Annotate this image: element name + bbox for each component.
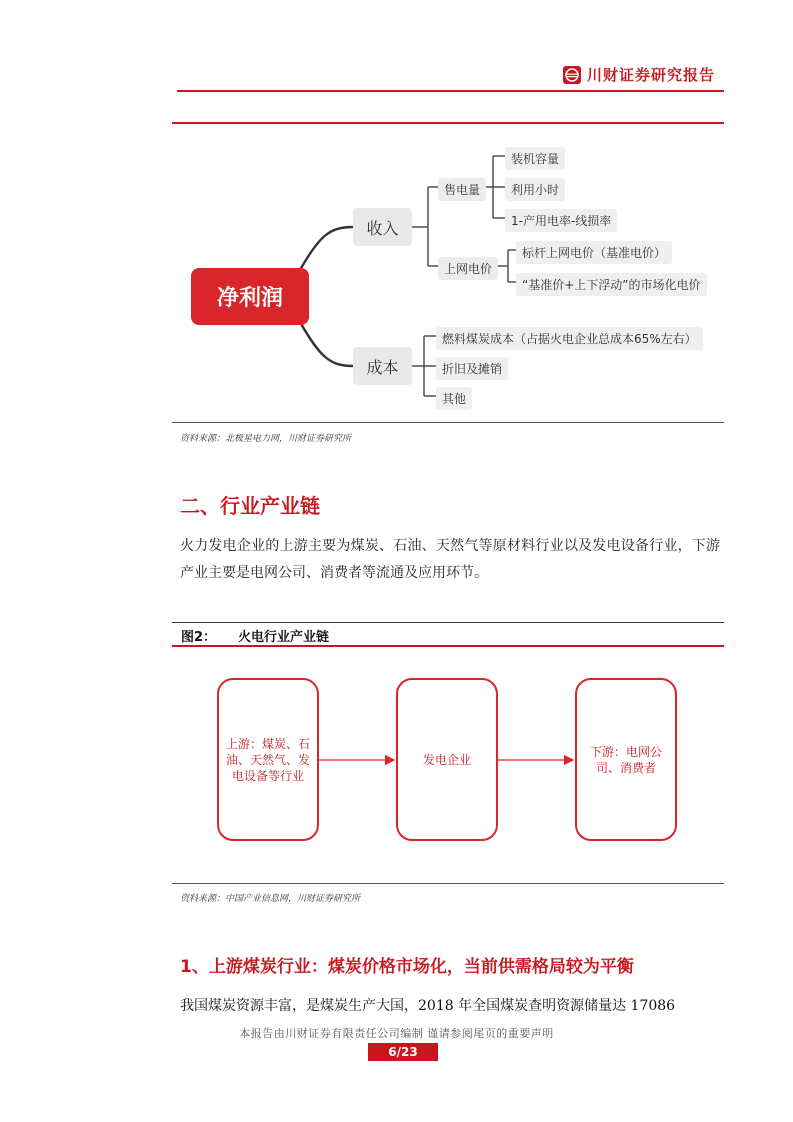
mindmap-root-net-profit: 净利润 [191, 268, 309, 325]
mindmap-node-revenue: 收入 [353, 208, 412, 246]
subsection-title: 1、上游煤炭行业：煤炭价格市场化，当前供需格局较为平衡 [180, 957, 634, 977]
section-title: 二、行业产业链 [180, 494, 320, 518]
chain-box-upstream-text: 上游：煤炭、石油、天然气、发电设备等行业 [225, 736, 310, 783]
mindmap-leaf: “基准价+上下浮动”的市场化电价 [516, 273, 707, 296]
subsection-body: 我国煤炭资源丰富，是煤炭生产大国，2018 年全国煤炭查明资源储量达 17086 [180, 998, 676, 1014]
mindmap-leaf: 其他 [436, 387, 472, 410]
mindmap-node-cost: 成本 [353, 347, 412, 385]
page-number: 6/23 [368, 1043, 438, 1061]
chain-box-power-generation [396, 678, 498, 841]
mindmap-node-grid-price: 上网电价 [438, 257, 498, 280]
figure1-source: 资料来源：北极星电力网，川财证券研究所 [180, 434, 352, 444]
mindmap-leaf: 1-产用电率-线损率 [505, 209, 617, 232]
figure2-title: 火电行业产业链 [238, 630, 330, 645]
chain-box-upstream [217, 678, 319, 841]
report-brand-title: 川财证券研究报告 [587, 66, 716, 84]
chain-box-power-generation-text: 发电企业 [422, 752, 471, 767]
mindmap-leaf: 燃料煤炭成本（占据火电企业总成本65%左右） [436, 327, 703, 350]
mindmap-node-sales-volume: 售电量 [438, 178, 486, 201]
mindmap-leaf: 折旧及摊销 [436, 357, 508, 380]
figure2-bottom-rule [172, 883, 724, 884]
figure2-source: 资料来源：中国产业信息网，川财证券研究所 [180, 894, 361, 904]
mindmap-leaf: 标杆上网电价（基准电价） [516, 241, 672, 264]
mindmap-leaf: 利用小时 [505, 178, 565, 201]
figure2-number: 图2： [181, 630, 217, 645]
chain-box-downstream-text: 下游：电网公司、消费者 [589, 744, 662, 775]
chain-box-downstream [575, 678, 677, 841]
footer-disclaimer: 本报告由川财证券有限责任公司编制 谨请参阅尾页的重要声明 [239, 1027, 554, 1040]
mindmap-leaf: 装机容量 [505, 147, 565, 170]
section-paragraph: 火力发电企业的上游主要为煤炭、石油、天然气等原材料行业以及发电设备行业，下游产业主要是电网公司、消费者等流通及应用环节。 [180, 538, 720, 581]
